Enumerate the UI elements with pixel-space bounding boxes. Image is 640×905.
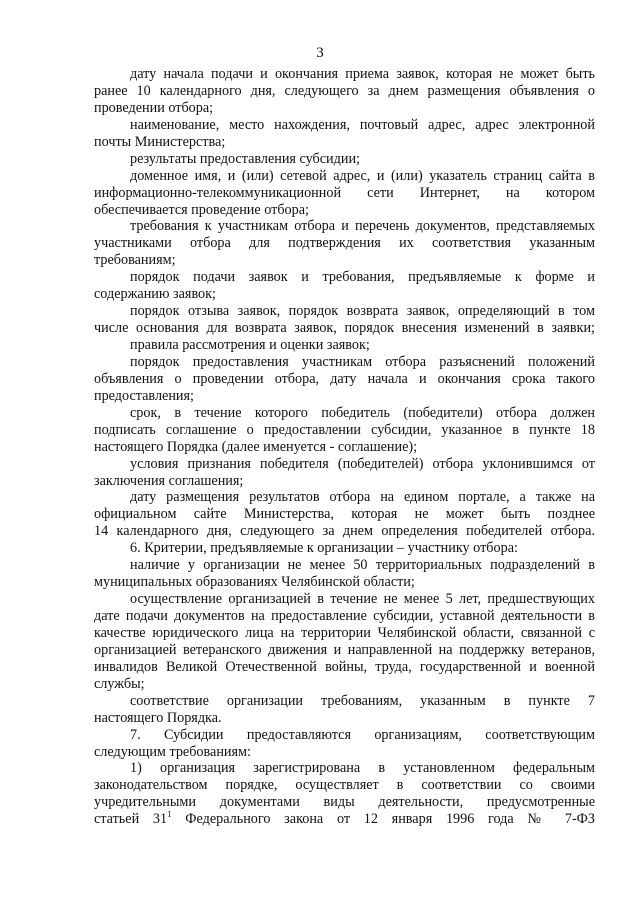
text-line: содержанию заявок; (94, 286, 216, 303)
text-line: осуществление организацией в течение не менее 5 лет, предшествующих (130, 591, 595, 608)
text-line: требованиям; (94, 252, 176, 269)
text-line: 7. Субсидии предоставляются организациям, соответствующим (130, 726, 595, 743)
text-line: учредительными документами виды деятельности, предусмотренные (94, 794, 595, 811)
text-segment: статьей 31 (94, 811, 168, 828)
text-line: качестве юридического лица на территории Челябинской области, связанной с (94, 624, 595, 641)
text-line: правила рассмотрения и оценки заявок; (130, 337, 370, 353)
text-line: срок, в течение которого победитель (победители) отбора должен (130, 404, 595, 421)
document-body (94, 66, 595, 828)
text-line: настоящего Порядка. (94, 709, 222, 726)
text-line: объявления о проведении отбора, дату начала и окончания срока такого (94, 370, 595, 387)
text-line: ранее 10 календарного дня, следующего за днем размещения объявления о (94, 82, 595, 99)
text-line: предоставления; (94, 387, 194, 404)
text-line: порядок предоставления участникам отбора разъяснений положений (130, 353, 595, 370)
text-line: порядок отзыва заявок, порядок возврата заявок, определяющий в том (130, 303, 595, 320)
text-line: требования к участникам отбора и перечень документов, представляемых (130, 218, 595, 235)
text-line: настоящего Порядка (далее именуется - соглашение); (94, 438, 418, 455)
text-line: муниципальных образованиях Челябинской области; (94, 574, 415, 591)
text-line: подписать соглашение о предоставлении субсидии, указанное в пункте 18 (94, 421, 595, 438)
text-segment: Федерального закона от 12 января 1996 года № 7-ФЗ (171, 811, 595, 828)
text-line (94, 811, 595, 828)
text-line: информационно-телекоммуникационной сети Интернет, на котором (94, 184, 595, 201)
text-line: дату начала подачи и окончания приема заявок, которая не может быть (130, 66, 595, 82)
text-line: официальном сайте Министерства, которая не может быть позднее (94, 506, 595, 523)
text-line: наличие у организации не менее 50 территориальных подразделений в (130, 557, 595, 574)
text-line: соответствие организации требованиям, указанным в пункте 7 (130, 692, 595, 709)
text-line: проведении отбора; (94, 99, 214, 116)
text-line: следующим требованиям: (94, 743, 251, 760)
text-line: наименование, место нахождения, почтовый адрес, адрес электронной (130, 116, 595, 133)
text-line: результаты предоставления субсидии; (130, 150, 360, 167)
text-line: почты Министерства; (94, 133, 226, 150)
text-line: участниками отбора для подтверждения их соответствия указанным (94, 235, 595, 252)
superscript: 1 (167, 811, 172, 820)
page-number: 3 (316, 45, 324, 61)
text-line: службы; (94, 675, 145, 692)
text-line: 1) организация зарегистрирована в установленном федеральным (130, 760, 595, 777)
text-line: порядок подачи заявок и требования, предъявляемые к форме и (130, 269, 595, 286)
text-line: дату размещения результатов отбора на едином портале, а также на (130, 489, 595, 506)
text-line: инвалидов Великой Отечественной войны, труда, государственной и военной (94, 658, 595, 675)
text-line: числе основания для возврата заявок, порядок внесения изменений в заявки; (94, 320, 595, 337)
text-line: доменное имя, и (или) сетевой адрес, и (или) указатель страниц сайта в (130, 167, 595, 184)
text-line: обеспечивается проведение отбора; (94, 201, 309, 218)
text-line: 6. Критерии, предъявляемые к организации – участнику отбора: (130, 540, 518, 557)
text-line: условия признания победителя (победителей) отбора уклонившимся от (130, 455, 595, 472)
text-line: 14 календарного дня, следующего за днем определения победителей отбора. (94, 523, 595, 540)
text-line: организацией ветеранского движения и направленной на поддержку ветеранов, (94, 641, 595, 658)
text-line: законодательством порядке, осуществляет в соответствии со своими (94, 777, 595, 794)
text-line: дате подачи документов на предоставление субсидии, уставной деятельности в (94, 608, 595, 624)
text-line: заключения соглашения; (94, 472, 244, 489)
